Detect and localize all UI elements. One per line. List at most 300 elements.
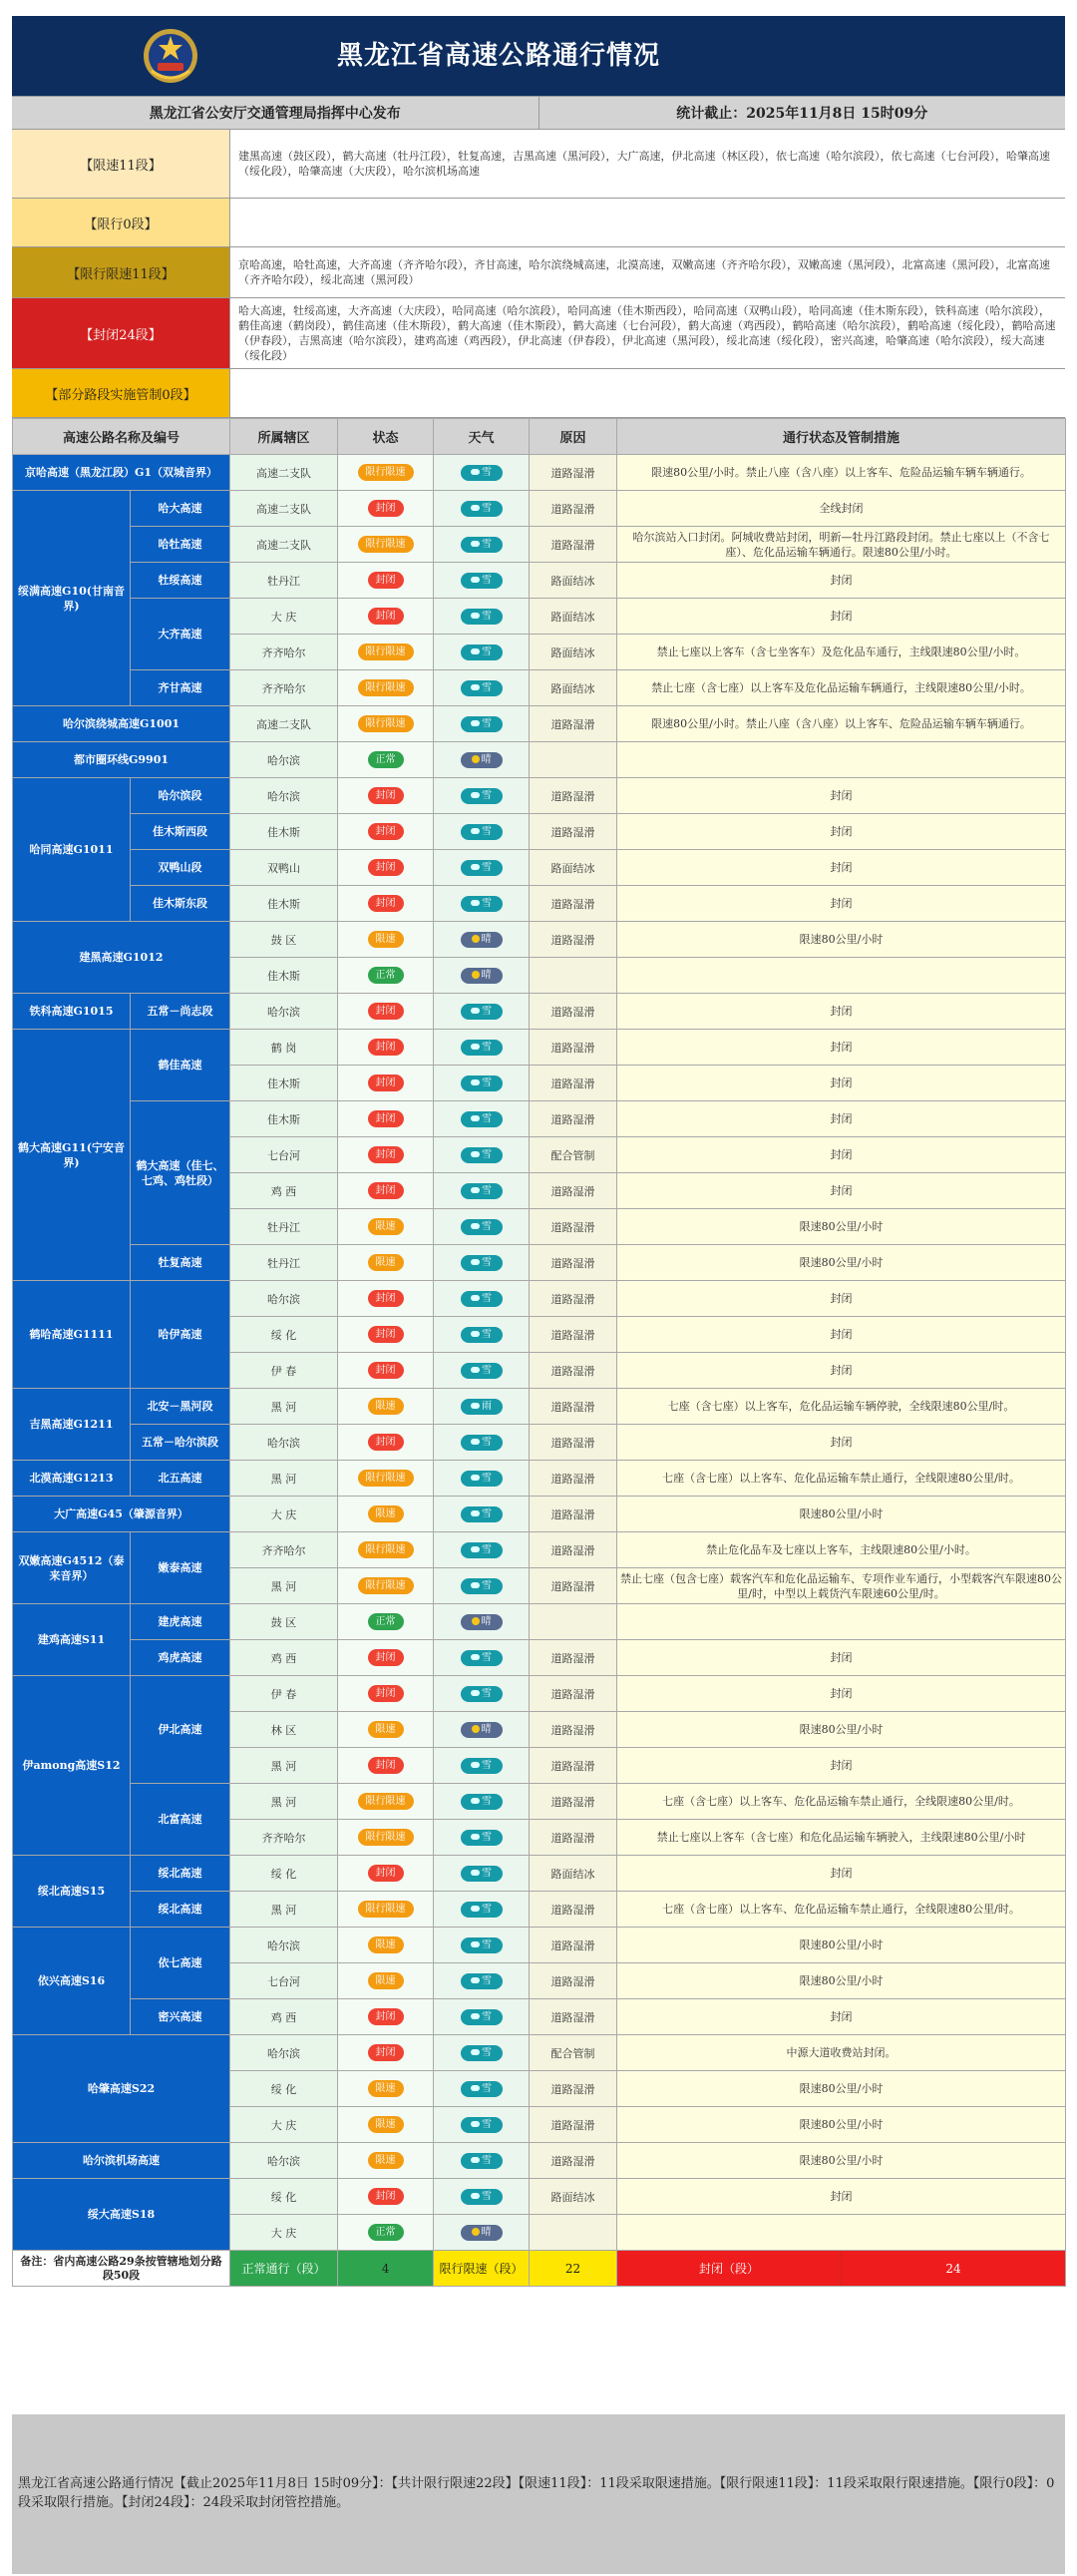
table-row: [13, 1030, 1066, 1066]
status-cell: [338, 455, 434, 491]
jurisdiction: 哈尔滨: [230, 1281, 338, 1317]
road-section: 北安－黑河段: [131, 1389, 230, 1425]
status-cell: [338, 922, 434, 958]
cloud-icon: [471, 1403, 480, 1409]
status-badge: 限速: [368, 2080, 404, 2097]
weather-text: 雪: [482, 610, 493, 622]
weather-cell: [434, 527, 530, 563]
cloud-icon: [471, 469, 480, 475]
weather-text: 雪: [482, 1184, 493, 1196]
road-section: 嫩泰高速: [131, 1532, 230, 1604]
status-badge: 正常: [368, 1613, 404, 1630]
road-section: 依七高速: [131, 1928, 230, 1999]
col-header-cause: 原因: [530, 419, 617, 455]
table-row: [13, 599, 1066, 635]
weather-text: 雪: [482, 1579, 493, 1591]
weather-cell: [434, 958, 530, 994]
limit-label: 限行限速（段）: [434, 2251, 530, 2287]
cause-cell: 道路湿滑: [530, 1317, 617, 1353]
measure-cell: 限速80公里/小时: [617, 1209, 1066, 1245]
status-cell: [338, 2215, 434, 2251]
status-badge: 限行限速: [358, 1901, 414, 1918]
table-row: [13, 563, 1066, 599]
jurisdiction: 佳木斯: [230, 1066, 338, 1101]
table-row: [13, 1999, 1066, 2035]
jurisdiction: 黑 河: [230, 1461, 338, 1497]
weather-text: 雪: [482, 1903, 493, 1915]
jurisdiction: 黑 河: [230, 1568, 338, 1604]
weather-cell: [434, 706, 530, 742]
measure-cell: 封闭: [617, 1281, 1066, 1317]
weather-badge: [461, 1363, 503, 1379]
measure-cell: 限速80公里/小时: [617, 922, 1066, 958]
cause-cell: 路面结冰: [530, 1856, 617, 1892]
measure-cell: 封闭: [617, 1353, 1066, 1389]
cloud-icon: [471, 1834, 480, 1840]
road-name: 建黑高速G1012: [13, 922, 230, 994]
status-cell: [338, 2179, 434, 2215]
weather-badge: [461, 2189, 503, 2205]
status-cell: [338, 2035, 434, 2071]
road-status-table: [12, 418, 1066, 2287]
road-section: 建虎高速: [131, 1604, 230, 1640]
weather-text: 晴: [481, 933, 492, 945]
weather-text: 晴: [481, 1723, 492, 1735]
summary-roads: 建黑高速（鼓区段），鹤大高速（牡丹江段），牡复高速，吉黑高速（黑河段），大广高速，伊北高速（林区段），依七高速（哈尔滨段），依七高速（七台河段），哈肇高速（绥化段），哈肇高速（大庆段），哈尔滨机场高速: [230, 130, 1065, 198]
summary-row: [12, 369, 1065, 418]
cause-cell: 道路湿滑: [530, 778, 617, 814]
cause-cell: 道路湿滑: [530, 1066, 617, 1101]
status-cell: [338, 1604, 434, 1640]
weather-text: 雪: [482, 1005, 493, 1017]
status-badge: 限行限速: [358, 1577, 414, 1594]
jurisdiction: 齐齐哈尔: [230, 1532, 338, 1568]
weather-cell: [434, 1281, 530, 1317]
cloud-icon: [471, 720, 480, 726]
weather-cell: [434, 1892, 530, 1928]
weather-badge: [461, 788, 503, 804]
table-row: [13, 1245, 1066, 1281]
jurisdiction: 大 庆: [230, 2215, 338, 2251]
status-cell: [338, 1245, 434, 1281]
cause-cell: 路面结冰: [530, 850, 617, 886]
cause-cell: 道路湿滑: [530, 455, 617, 491]
status-badge: 封闭: [368, 1326, 404, 1343]
status-cell: [338, 742, 434, 778]
cause-cell: 道路湿滑: [530, 491, 617, 527]
measure-cell: 七座（含七座）以上客车，危化品运输车辆停驶，全线限速80公里/时。: [617, 1389, 1066, 1425]
table-row: [13, 1640, 1066, 1676]
sun-icon: [472, 2228, 480, 2236]
measure-cell: 限速80公里/小时: [617, 1963, 1066, 1999]
weather-badge: [461, 1111, 503, 1127]
cause-cell: 道路湿滑: [530, 1353, 617, 1389]
weather-text: 雪: [482, 2118, 493, 2130]
status-badge: 封闭: [368, 1074, 404, 1091]
weather-badge: [461, 1075, 503, 1091]
road-section: 哈伊高速: [131, 1281, 230, 1389]
weather-badge: [461, 1471, 503, 1487]
status-cell: [338, 1712, 434, 1748]
road-name: 哈尔滨机场高速: [13, 2143, 230, 2179]
cloud-icon: [471, 1475, 480, 1481]
cloud-icon: [471, 1977, 480, 1983]
weather-text: 雪: [482, 681, 493, 693]
measure-cell: [617, 958, 1066, 994]
status-badge: 限速: [368, 1721, 404, 1738]
status-cell: [338, 1568, 434, 1604]
jurisdiction: 牡丹江: [230, 1245, 338, 1281]
weather-text: 雪: [482, 1974, 493, 1986]
road-section: 大齐高速: [131, 599, 230, 670]
cloud-icon: [471, 1331, 480, 1337]
status-badge: 封闭: [368, 1110, 404, 1127]
status-badge: 封闭: [368, 1649, 404, 1666]
weather-badge: [461, 1147, 503, 1163]
road-name: 伊among高速S12: [13, 1676, 131, 1856]
road-name: 依兴高速S16: [13, 1928, 131, 2035]
weather-cell: [434, 635, 530, 670]
closed-count: 24: [841, 2252, 1065, 2286]
cause-cell: [530, 2215, 617, 2251]
road-section: 佳木斯东段: [131, 886, 230, 922]
jurisdiction: 双鸭山: [230, 850, 338, 886]
status-cell: [338, 1317, 434, 1353]
road-section: 五常－哈尔滨段: [131, 1425, 230, 1461]
weather-text: 雪: [482, 1867, 493, 1879]
measure-cell: 限速80公里/小时。禁止八座（含八座）以上客车、危险品运输车辆车辆通行。: [617, 706, 1066, 742]
measure-cell: 禁止危化品车及七座以上客车，主线限速80公里/小时。: [617, 1532, 1066, 1568]
page-title: 黑龙江省高速公路通行情况: [337, 41, 661, 71]
road-section: 绥北高速: [131, 1856, 230, 1892]
road-name: 大广高速G45（肇源音界）: [13, 1497, 230, 1532]
weather-badge: [461, 1722, 503, 1738]
summary-label: 【封闭24段】: [12, 298, 230, 368]
weather-text: 雪: [482, 1256, 493, 1268]
road-section: 齐甘高速: [131, 670, 230, 706]
status-badge: 限速: [368, 1972, 404, 1989]
cause-cell: 道路湿滑: [530, 1748, 617, 1784]
weather-badge: [461, 752, 503, 768]
cloud-icon: [471, 1008, 480, 1014]
footer-summary: 黑龙江省高速公路通行情况【截止2025年11月8日 15时09分】：【共计限行限速22段】【限速11段】：11段采取限速措施。【限行限速11段】：11段采取限行限速措施。【限行0段】：0段采取限行措施。【封闭24段】：24段采取封闭管控措施。: [12, 2414, 1065, 2574]
status-cell: [338, 706, 434, 742]
weather-text: 晴: [481, 753, 492, 765]
sun-icon: [472, 971, 480, 979]
weather-text: 晴: [481, 1615, 492, 1627]
cloud-icon: [471, 1582, 480, 1588]
weather-cell: [434, 2071, 530, 2107]
measure-cell: 封闭: [617, 563, 1066, 599]
summary-row: [12, 199, 1065, 247]
table-row: [13, 994, 1066, 1030]
status-badge: 限行限速: [358, 644, 414, 660]
jurisdiction: 佳木斯: [230, 814, 338, 850]
statistics-time: 统计截止：2025年11月8日 15时09分: [538, 97, 1066, 129]
jurisdiction: 哈尔滨: [230, 778, 338, 814]
weather-text: 雪: [482, 825, 493, 837]
road-section: 哈尔滨段: [131, 778, 230, 814]
status-cell: [338, 1137, 434, 1173]
road-name: 铁科高速G1015: [13, 994, 131, 1030]
weather-cell: [434, 1712, 530, 1748]
summary-roads: [230, 199, 1065, 246]
cause-cell: 道路湿滑: [530, 1461, 617, 1497]
weather-cell: [434, 1137, 530, 1173]
weather-badge: [461, 968, 503, 984]
weather-cell: [434, 1640, 530, 1676]
cause-cell: 道路湿滑: [530, 1892, 617, 1928]
status-cell: [338, 886, 434, 922]
cause-cell: 道路湿滑: [530, 1712, 617, 1748]
weather-text: 雪: [482, 1795, 493, 1807]
status-cell: [338, 1676, 434, 1712]
table-row: [13, 455, 1066, 491]
weather-cell: [434, 1066, 530, 1101]
road-section: 绥北高速: [131, 1892, 230, 1928]
table-row: [13, 814, 1066, 850]
weather-badge: [461, 1435, 503, 1451]
measure-cell: 封闭: [617, 1748, 1066, 1784]
table-row: [13, 706, 1066, 742]
cloud-icon: [471, 2193, 480, 2199]
summary-row: [12, 130, 1065, 199]
status-badge: 限行限速: [358, 536, 414, 553]
weather-badge: [461, 1040, 503, 1056]
weather-cell: [434, 1820, 530, 1856]
weather-badge: [461, 644, 503, 660]
road-name: 双嫩高速G4512（泰来音界）: [13, 1532, 131, 1604]
jurisdiction: 七台河: [230, 1963, 338, 1999]
jurisdiction: 鼓 区: [230, 1604, 338, 1640]
cause-cell: 道路湿滑: [530, 1963, 617, 1999]
weather-badge: [461, 1650, 503, 1666]
measure-cell: 封闭: [617, 1173, 1066, 1209]
road-name: 哈同高速G1011: [13, 778, 131, 922]
jurisdiction: 齐齐哈尔: [230, 1820, 338, 1856]
measure-cell: 禁止七座以上客车（含七坐客车）及危化品车通行，主线限速80公里/小时。: [617, 635, 1066, 670]
jurisdiction: 齐齐哈尔: [230, 670, 338, 706]
weather-text: 雪: [482, 1364, 493, 1376]
cloud-icon: [471, 648, 480, 654]
summary-roads: 京哈高速，哈牡高速，大齐高速（齐齐哈尔段），齐甘高速，哈尔滨绕城高速，北漠高速，双嫩高速（齐齐哈尔段），双嫩高速（黑河段），北富高速（黑河段），北富高速（齐齐哈尔段），绥北高速（黑河段）: [230, 247, 1065, 297]
road-section: 哈大高速: [131, 491, 230, 527]
measure-cell: 限速80公里/小时: [617, 1497, 1066, 1532]
closed-cell: [617, 2251, 1066, 2287]
measure-cell: 封闭: [617, 1030, 1066, 1066]
weather-cell: [434, 886, 530, 922]
cloud-icon: [471, 1510, 480, 1516]
status-cell: [338, 1999, 434, 2035]
cloud-icon: [471, 1546, 480, 1552]
status-cell: [338, 1963, 434, 1999]
weather-badge: [461, 465, 503, 481]
weather-cell: [434, 1676, 530, 1712]
weather-cell: [434, 1999, 530, 2035]
weather-badge: [461, 1794, 503, 1810]
status-cell: [338, 1784, 434, 1820]
weather-cell: [434, 994, 530, 1030]
weather-badge: [461, 2045, 503, 2061]
status-cell: [338, 1497, 434, 1532]
status-cell: [338, 1066, 434, 1101]
jurisdiction: 黑 河: [230, 1892, 338, 1928]
cause-cell: 道路湿滑: [530, 706, 617, 742]
cloud-icon: [471, 1151, 480, 1157]
jurisdiction: 哈尔滨: [230, 1928, 338, 1963]
weather-text: 晴: [481, 969, 492, 981]
status-badge: 限速: [368, 1398, 404, 1415]
weather-cell: [434, 1030, 530, 1066]
cloud-icon: [471, 1259, 480, 1265]
measure-cell: [617, 2215, 1066, 2251]
weather-badge: [461, 1004, 503, 1020]
cloud-icon: [471, 1798, 480, 1804]
cloud-icon: [471, 1367, 480, 1373]
status-badge: 正常: [368, 2224, 404, 2241]
jurisdiction: 佳木斯: [230, 1101, 338, 1137]
status-cell: [338, 2107, 434, 2143]
weather-badge: [461, 2081, 503, 2097]
table-row: [13, 886, 1066, 922]
measure-cell: 禁止七座（包含七座）载客汽车和危化品运输车、专项作业车通行，小型载客汽车限速80公里/时，中型以上载货汽车限速60公里/时。: [617, 1568, 1066, 1604]
weather-badge: [461, 1327, 503, 1343]
road-name: 绥大高速S18: [13, 2179, 230, 2251]
status-badge: 封闭: [368, 1685, 404, 1702]
jurisdiction: 高速二支队: [230, 706, 338, 742]
cause-cell: 道路湿滑: [530, 1676, 617, 1712]
summary-row: [12, 298, 1065, 369]
weather-text: 雪: [482, 2190, 493, 2202]
jurisdiction: 齐齐哈尔: [230, 635, 338, 670]
road-section: 哈牡高速: [131, 527, 230, 563]
weather-badge: [461, 680, 503, 696]
weather-cell: [434, 1317, 530, 1353]
weather-text: 雪: [482, 1687, 493, 1699]
status-cell: [338, 1101, 434, 1137]
cloud-icon: [471, 1223, 480, 1229]
road-section: 双鸭山段: [131, 850, 230, 886]
cloud-icon: [471, 1870, 480, 1876]
jurisdiction: 伊 春: [230, 1676, 338, 1712]
cause-cell: [530, 742, 617, 778]
status-cell: [338, 1892, 434, 1928]
measure-cell: 禁止七座（含七座）以上客车及危化品运输车辆通行，主线限速80公里/小时。: [617, 670, 1066, 706]
weather-badge: [461, 501, 503, 517]
weather-text: 雪: [482, 2010, 493, 2022]
police-emblem-icon: [142, 27, 199, 85]
jurisdiction: 大 庆: [230, 599, 338, 635]
weather-cell: [434, 850, 530, 886]
measure-cell: 封闭: [617, 1999, 1066, 2035]
weather-badge: [461, 1902, 503, 1918]
status-cell: [338, 1209, 434, 1245]
road-name: 鹤大高速G11(宁安音界): [13, 1030, 131, 1281]
cause-cell: 道路湿滑: [530, 1101, 617, 1137]
weather-text: 雪: [482, 502, 493, 514]
weather-badge: [461, 1866, 503, 1882]
status-badge: 限行限速: [358, 1541, 414, 1558]
cause-cell: 道路湿滑: [530, 1497, 617, 1532]
weather-badge: [461, 609, 503, 625]
weather-text: 雪: [482, 2082, 493, 2094]
road-name: 北漠高速G1213: [13, 1461, 131, 1497]
cause-cell: [530, 1604, 617, 1640]
weather-badge: [461, 1219, 503, 1235]
cause-cell: 道路湿滑: [530, 1245, 617, 1281]
weather-cell: [434, 455, 530, 491]
measure-cell: 封闭: [617, 886, 1066, 922]
limit-count: 22: [530, 2251, 617, 2287]
cloud-icon: [471, 2121, 480, 2127]
table-row: [13, 742, 1066, 778]
weather-badge: [461, 1183, 503, 1199]
jurisdiction: 鸡 西: [230, 1173, 338, 1209]
weather-text: 雪: [482, 1436, 493, 1448]
weather-cell: [434, 1425, 530, 1461]
summary-label: 【限速11段】: [12, 130, 230, 198]
jurisdiction: 鸡 西: [230, 1640, 338, 1676]
summary-roads: 哈大高速，牡绥高速，大齐高速（大庆段），哈同高速（哈尔滨段），哈同高速（佳木斯西段），哈同高速（双鸭山段），哈同高速（佳木斯东段），铁科高速（哈尔滨段），鹤佳高速（鹤岗段），鹤佳高速（佳木斯段），鹤大高速（佳木斯段），鹤大高速（七台河段），鹤大高速（鸡西段），鹤哈高速（哈尔滨段），鹤哈高速（绥化段），鹤哈高速（伊春段），吉黑高速（哈尔滨段），建鸡高速（鸡西段），伊北高速（伊春段），伊北高速（黑河段），绥北高速（绥化段），密兴高速，哈肇高速（哈尔滨段），绥大高速（绥化段）: [230, 298, 1065, 368]
table-row: [13, 1497, 1066, 1532]
status-badge: 限行限速: [358, 1829, 414, 1846]
weather-cell: [434, 2215, 530, 2251]
status-cell: [338, 1353, 434, 1389]
weather-text: 雪: [482, 645, 493, 657]
status-badge: 限行限速: [358, 679, 414, 696]
page-frame: [12, 16, 1065, 2287]
cause-cell: 配合管制: [530, 2035, 617, 2071]
cause-cell: 道路湿滑: [530, 1820, 617, 1856]
measure-cell: 封闭: [617, 994, 1066, 1030]
road-section: 密兴高速: [131, 1999, 230, 2035]
cloud-icon: [471, 1439, 480, 1445]
status-badge: 封闭: [368, 787, 404, 804]
weather-cell: [434, 1532, 530, 1568]
col-header-status: 状态: [338, 419, 434, 455]
status-cell: [338, 1856, 434, 1892]
jurisdiction: 绥 化: [230, 1317, 338, 1353]
cause-cell: 路面结冰: [530, 635, 617, 670]
jurisdiction: 高速二支队: [230, 455, 338, 491]
measure-cell: 限速80公里/小时: [617, 2071, 1066, 2107]
weather-cell: [434, 1389, 530, 1425]
status-cell: [338, 1748, 434, 1784]
measure-cell: 限速80公里/小时: [617, 1712, 1066, 1748]
status-cell: [338, 1389, 434, 1425]
cloud-icon: [471, 792, 480, 798]
cloud-icon: [471, 577, 480, 583]
status-cell: [338, 1173, 434, 1209]
status-badge: 限行限速: [358, 715, 414, 732]
status-badge: 限速: [368, 2116, 404, 2133]
col-header-measure: 通行状态及管制措施: [617, 419, 1066, 455]
jurisdiction: 七台河: [230, 1137, 338, 1173]
status-badge: 封闭: [368, 859, 404, 876]
status-cell: [338, 1030, 434, 1066]
cause-cell: 路面结冰: [530, 2179, 617, 2215]
status-cell: [338, 2143, 434, 2179]
table-row: [13, 1856, 1066, 1892]
table-row: [13, 850, 1066, 886]
jurisdiction: 黑 河: [230, 1784, 338, 1820]
jurisdiction: 林 区: [230, 1712, 338, 1748]
weather-cell: [434, 2107, 530, 2143]
weather-badge: [461, 1758, 503, 1774]
cause-cell: 路面结冰: [530, 563, 617, 599]
jurisdiction: 佳木斯: [230, 886, 338, 922]
jurisdiction: 哈尔滨: [230, 2143, 338, 2179]
